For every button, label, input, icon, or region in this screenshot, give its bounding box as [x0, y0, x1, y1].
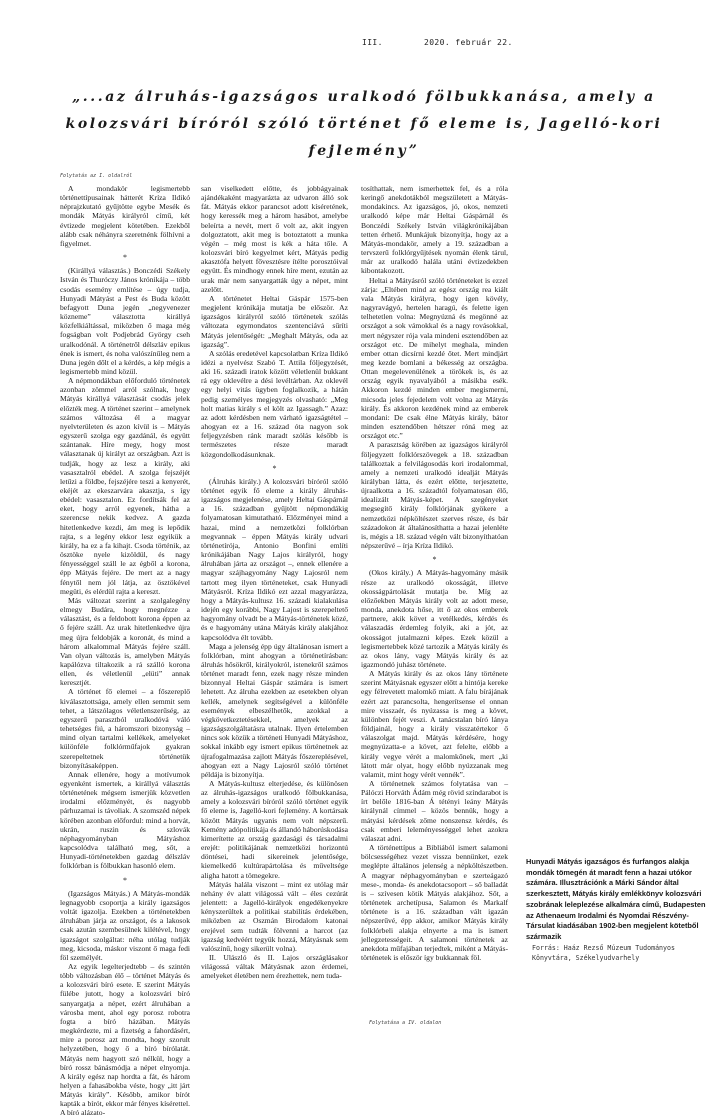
article-paragraph: A történettípus a Bibliából ismert salamoni bölcsességéhez vezet vissza bennünket, ezek meglépte általános jelenség a népköltészetben. A magyar néphagyományban e szerteágazó mese-, monda- és anekdotacsoport – ső balladát is – szívesen kötik Mátyás alakjához. Sőt, a történetek archetípusa, Salamon és Markalf története is a 16. században vált igazán népszerűvé, épp akkor, amikor Mátyás király folklórbeli alakja elnyerte a ma is ismert jellegzetességeit. A salamoni történetek az anekdota műfajában terjedtek, miként a Mátyás-történetek is először így bukkannak föl.: [361, 843, 508, 962]
article-paragraph: A Mátyás király és az okos lány története szerint Mátyásnak egyszer előtt a hintója kereke egy félrevetett malomkő miatt. A falu bírájának ezért azt parancsolta, hengerítsense el onnan mire visszaér, és nyúzassa is meg a követ, különben fejét veszi. A tanácstalan bíró lánya földjainál, hogy a király visszatértekor ő válaszolgat majd. Mátyás kérdésére, hogy megnyúzatta-e a követ, azt felelte, előbb a király vegye vérét a malomkőnek, mert „ki látott már olyat, hogy előbb nyúzzanak meg valamit, mint hogy vérét vennék”.: [361, 669, 508, 779]
caption-text: Hunyadi Mátyás igazságos és furfangos alakja mondák tömegén át maradt fenn a hazai utókor számára. Illusztrációnk a Márki Sándor által szerkesztett, Mátyás király emlékkönyv kolozsvári szobrának leleplezése alkalmára című, Budapesten az Athenaeum Irodalmi és Nyomdai Részvény-Társulat kiadásában 1902-ben megjelent kötetből származik: [526, 857, 706, 941]
article-column-2: [201, 184, 348, 980]
section-separator: *: [123, 875, 127, 885]
issue-date: 2020. február 22.: [424, 38, 513, 47]
page-number: III.: [362, 38, 383, 47]
article-paragraph: A mondakör legismertebb történettípusainak hátterét Kríza Ildikó néprajzkutató gyűjtötte egybe Mesék és mondák Mátyás királyról című, két évtizede megjelent kötetében. Ezekből alább csak néhányra szeretnénk fölhívni a figyelmet.: [60, 184, 190, 248]
article-paragraph: A parasztság körében az igazságos királyról följegyzett folklórszövegek a 18. században találkoztak a felvilágosodás kori irodalommal, amely a nemzeti uralkodó idealját Mátyás királyban látta, és ezért előtte, terjesztette, újraalkotta a 16. századtól folyamatosan élő, idealizált Mátyás-képet. A szegényeket megsegítő király folklórjának gyökere a nemzetközi népköltészet szerves része, és bár századokon át általánosíthatta a hazai jelenléte is, mégis a 18. század végén vált bizonyíthatóan népszerűvé – írja Kríza Ildikó.: [361, 440, 508, 551]
article-paragraph: Maga a jelenség épp úgy általánosan ismert a folklórban, mint ahogyan a történetírásban: álruhás hősökről, királyokról, istenekről számos történet maradt fenn, ezek nagy része minden bizonnyal Heltai Gáspár számára is ismert lehetett. Az álruha ezekben az esetekben olyan kellék, amelynek segítségével a különféle események elbeszélhetők, azokkal a végkövetkeztetésekkel, amelyek az igazságszolgáltatásra utalnak. Ilyen értelemben nincs sok közük a történeti Hunyadi Mátyáshoz, sokkal inkább egy ismert epikus történetnek az újrafogalmazása zajlott Mátyás főszereplésével, ahogyan ezt a Nagy Lajosról szóló történet példája is bizonyítja.: [201, 641, 348, 779]
article-column-1: [60, 184, 190, 1118]
article-paragraph: Az egyik legelterjedtebb – és szintén több változásban élő – történet Mátyás és a kolozsvári bíró esete. E szerint Mátyás fülébe jutott, hogy a kolozsvári bíró sanyargatja a népet, ezért álruhában a városba ment, ahol egy porosz robotra fogta a bíró házában. Mátyás megkérdezte, mi a fizetség a fahordásért, mire a porosz azt mondta, hogy szorult helyzetében, hogy ő a bíró bírólatát. Mátyás nem hagyott szó nélkül, hogy a bíró rossz bánásmódja a népet elnyomja. A király egész nap hordta a fát, és három helyen a fahasábokba véste, hogy „itt járt Mátyás király”. Később, amikor bírót kapták a bírót, ekkor már fényes kísérettel. A bíró alázato-: [60, 961, 190, 1118]
article-column-3: [361, 184, 508, 962]
article-paragraph: (Álruhás király.) A kolozsvári bíróról szóló történet egyik fő eleme a király álruhás-igazságos megjelenése, amely Heltai Gáspárnál a 16. században gyűjtött népmondákig folyamatosan kimutatható. Előzményei mind a hazai, mind a nemzetközi folklórban megvannak – éppen Mátyás király udvari történetírója, Antonio Bonfini emlíŧi krónikájában Nagy Lajos királyról, hogy álruhában járta az országot –, ennek ellenére a magyar szájhagyomány Nagy Lajosról nem tartott meg ilyen történeteket, csak Hunyadi Mátyásról. Kríza Ildikó ezt azzal magyarázza, hogy a Mátyás-kultusz 16. századi kialakulása idején egy korábbi, Nagy Lajost is szerepeltető hagyomány olvadt be a Mátyás-történetek közé, és e hagyomány utána Mátyás király alakjához kapcsolódva élt tovább.: [201, 476, 348, 642]
article-paragraph: A népmondákban előforduló történetek azonban zömmel arról szólnak, hogy Mátyás királlyá választását csodás jelek előzték meg. A történet szerint – amelynek számos változása él a magyar nyelvterületen és azon kívül is – Mátyás egyszerű szolga egy gazdánál, és együtt szántanak. Híre megy, hogy most választanak új királyt az országban. Azt is tudják, hogy az lesz a király, aki vasasztalról ebédel. A szolga fejszéjét letűzi a földbe, fejszéjére teszi a kenyerét, ekéjét az ekeszarvára akasztja, s így ebédel: vasasztalon. Ez fordítsák fel az eket, hogy arról egyenek, hátha a szerencse nekik kedvez. A gazda hitetlenkedve kezdi, ám meg is lepődik rajta, s a legény ekkor lesz egyikük a király, ha ez a fa kihajt. Csoda történik, az ösztöke nyele kizöldül, és nagy fényességgel száll le az égből a korona, épp Mátyás fejére. De mert az a nagy fénytől nem jól látja, az ösztökével megüti, és elérdül rajta a kereszt.: [60, 376, 190, 596]
continued-on-label: Folytatása a IV. oldalon: [369, 1020, 442, 1026]
image-caption: [526, 857, 706, 964]
article-paragraph: (Királlyá választás.) Bonczédi Székely István és Thuróczy János krónikája – több csodás esemény említése – úgy tudja, Hunyadi Mátyást a Pest és Buda között befagyott Duna jegén „negyvenezer közneme” választotta királlyá közfelkiáltással, miközben ő maga még fogságban volt Podjebrád György cseh uralkodónál. A történetről délszláv epikus ének is ismert, és noha valószínűleg nem a Duna jegén dőlt el a kérdés, a kép mégis a legismertebb mind közül.: [60, 266, 190, 376]
article-paragraph: san viselkedett előtte, és jobbágyainak ajándékaként magyarázta az udvaron álló sok fát. Mátyás ekkor parancsot adott kíséretének, hogy keressék meg a három hasábot, amelybe beleírta a nevét, mert ő volt az, akit ingyen dolgoztatott, akit meg is botoztatott a munka végén – még most is kék a háta tőle. A kolozsvári bíró kegyelmet kért, Mátyás pedig akasztófa helyett fővesztésre ítélte porosztóival együtt. És mindhogy ennek híre ment, ezután az urak már nem sanyargatták úgy a népet, mint azelőtt.: [201, 184, 348, 294]
section-separator: *: [432, 555, 437, 565]
article-paragraph: (Okos király.) A Mátyás-hagyomány másik része az uralkodó okosságát, illetve okosságpártolását mutatja be. Míg az előzőekben Mátyás király volt az adott mese, mondа, anekdota hőse, itt ő az okos emberek partnere, akik követ a vetélkedés, kérdés és válaszadás érdemleg folyik, aki a jót, az okosságot jutalmazni képes. Ezek közül a legismertebbek közé tartozik a Mátyás király és az okos lány, vagy Mátyás király és az igazmondó juhász története.: [361, 568, 508, 669]
article-paragraph: A szólás eredetével kapcsolatban Kríza Ildikó idézi a nyelvész Szabó T. Attila följegyzését, aki 16. századi iratok között véletlenül bukkant rá egy oklevélre a dési levéltárban. Az oklevél egy helyi vitás ügyben foglalkozik, a hátán pedig személyes megjegyzés olvasható: „Meg holt matias király s el költ az Igassagh.” Azaz: az adott kérdésben nem várható igazságtétel – ahogyan ez a 16. század óta nagyon sok feljegyzésben ránk maradt szólás később is természetes része maradt közgondolkodásunknak.: [201, 348, 348, 459]
caption-source: Forrás: Haáz Rezső Múzeum Tudományos Könyvtára, Székelyudvarhely: [532, 943, 675, 963]
article-paragraph: Mátyás halála viszont – mint ez utólag már nehány év alatt világossá vált – éles cezúrát jelentett: a Jagelló-királyok engedékenyekre kényszerültek a politikai stabilitás érdekében, miközben az Oszmán Birodalom katonai erejével sem tudták fölvenni a harcot (az igazság kedvéért tegyük hozzá, Mátyásnak sem valószínű, hogy sikerült volna).: [201, 879, 348, 953]
article-paragraph: II. Ulászló és II. Lajos országlásakor világossá váltak Mátyásnak azon érdemei, amelyeket életében nem érezhettek, nem tuda-: [201, 952, 348, 981]
headline-quote: „...az álruhás-igazságos uralkodó fölbukkanása, amely a kolozsvári bíróról szóló történet fő eleme is, Jagelló-kori fejlemény”: [65, 89, 663, 159]
article-paragraph: A történetet Heltai Gáspár 1575-ben megjelent krónikája mutatja be először. Az igazságos királyról szóló történetek szólás változata egymondatos szentenciává sűríti Mátyás jelentőségét: „Meghalt Mátyás, oda az igazság”.: [201, 293, 348, 349]
article-paragraph: Más változat szerint a szolgalegény elmegy Budára, hogy megnézze a választást, és a feldobott korona éppen az ő fejére száll. Az urak hitetlenkedve újra meg újra feldobják a koronát, és mind a három alkalommal Mátyás fejére száll. Van olyan változás is, amelyben Mátyás kapálózva tiltakozik a rá szálló korona ellen, és véletlenül „elüti” annak keresztjét.: [60, 595, 190, 688]
article-paragraph: Heltai a Mátyásról szóló történeteket is ezzel zárja: „Eltében mind az egész ország rea kiált vala Mátyás királyra, hogy igen kövély, nagyravágyó, hertelen haragú, és felette igen telhetetlen volna: Megnyúzná és megönné az országot a sok vámokkal és a nagy rovásokkal, mert négyszer rója vala mindeni esztendőben az országot etc. De mihelyt meghala, minden ember ottan dicsírni kezdé őtet. Mert mindjárt meg kezde bomlani a békesség az országba. Ottan megelevenülének a törökek is, és az ország egyik nyavalyából a másikba esék. Akkoron kezdé minden ember megismerni, micsoda jeles fejedelem volt volna az Mátyás király. És akkoron kezdének mind az emberek mondani: De csak élne Mátyás király, bátor minden esztendőben hétszer róná meg az országot etc.”: [361, 275, 508, 441]
page-header: [0, 38, 720, 52]
article-paragraph: A történetnek számos folytatása van – Pálóczi Horváth Ádám még rövid színdarabot is írt belőle 1816-ban Á tétényi leány Mátyás királynál címmel – közös bennük, hogy a mátyási kérdések zőme nonszensz kérdés, és csak emberi leleményességgel lehet azokra válaszat adni.: [361, 779, 508, 843]
section-separator: *: [123, 253, 127, 263]
article-paragraph: (Igazságos Mátyás.) A Mátyás-mondák legnagyobb csoportja a király igazságos voltát igazolja. Ezekben a történetekben álruhában járja az országot, és a lakosok csak azután szembesülnek kilétével, hogy igazságot szolgáltat: néha utólag tudják meg, kicsoda, máskor viszont ő maga fedi föl személyét.: [60, 888, 190, 962]
article-paragraph: A Mátyás-kultusz elterjedése, és különösen az álruhás-igazságos uralkodó fölbukkanása, amely a kolozsvári bíróról szóló történet egyik fő eleme is, Jagelló-kori fejlemény. A kortársak között Mátyás ugyanis nem volt népszerű. Kemény adópolitikája és állandó háborúskodása kimerítette az ország gazdasági és társadalmi erejét: politikájának nemzetközi horizontú döntései, hadi sikereinek jelentősége, kiemelkedő kultúrapártolása és műveltsége aligha hatott a tömegekre.: [201, 779, 348, 880]
article-paragraph: Annak ellenére, hogy a motívumok egyenként ismertek, a királlyá választás történetének mégsem ismerjük közvetlen irodalmi előzményét, és nagyobb párhuzamai is távoliak. A szomszéd népek körében azonban előfordul: mind a horvát, ukrán, ruszin és szlovák néphagyományban Mátyáshoz kapcsolódva található meg, sőt, a Hunyadi-történetekben gazdag délszláv folklórban is fölbukkan hasonló elem.: [60, 769, 190, 871]
section-separator: *: [272, 463, 277, 473]
article-paragraph: A történet fő elemei – a főszereplő kiválasztottsága, amely ellen semmit sem tehet, a látszólagos véletlenszerűség, az egyszerű parasztból uralkodóvá váló tehetséges fiú, a háromszori bizonyság – mind olyan tartalmi kellékek, amelyeket különféle folklórműfajok gyakran szerepeltetnek történetük bizonyításaképpen.: [60, 687, 190, 770]
article-paragraph: tosíthattak, nem ismerhettek fel, és a róla keringő anekdotákból megszületett a Mátyás-mondakincs. Az igazságos, jó, okos, nemzeti uralkodó képe már Heltai Gáspárnál és Bonczédi Székely István világkrónikájában tetten érhető. Munkájuk bizonyítja, hogy az a Mátyás-mondakör, amely a 19. században a tervszerű folklórgyűjtések nyomán élenk tárul, már az uralkodó halála utáni évtizedekben kibontakozott.: [361, 184, 508, 276]
continued-from-label: Folytatás az I. oldalról: [60, 173, 133, 179]
